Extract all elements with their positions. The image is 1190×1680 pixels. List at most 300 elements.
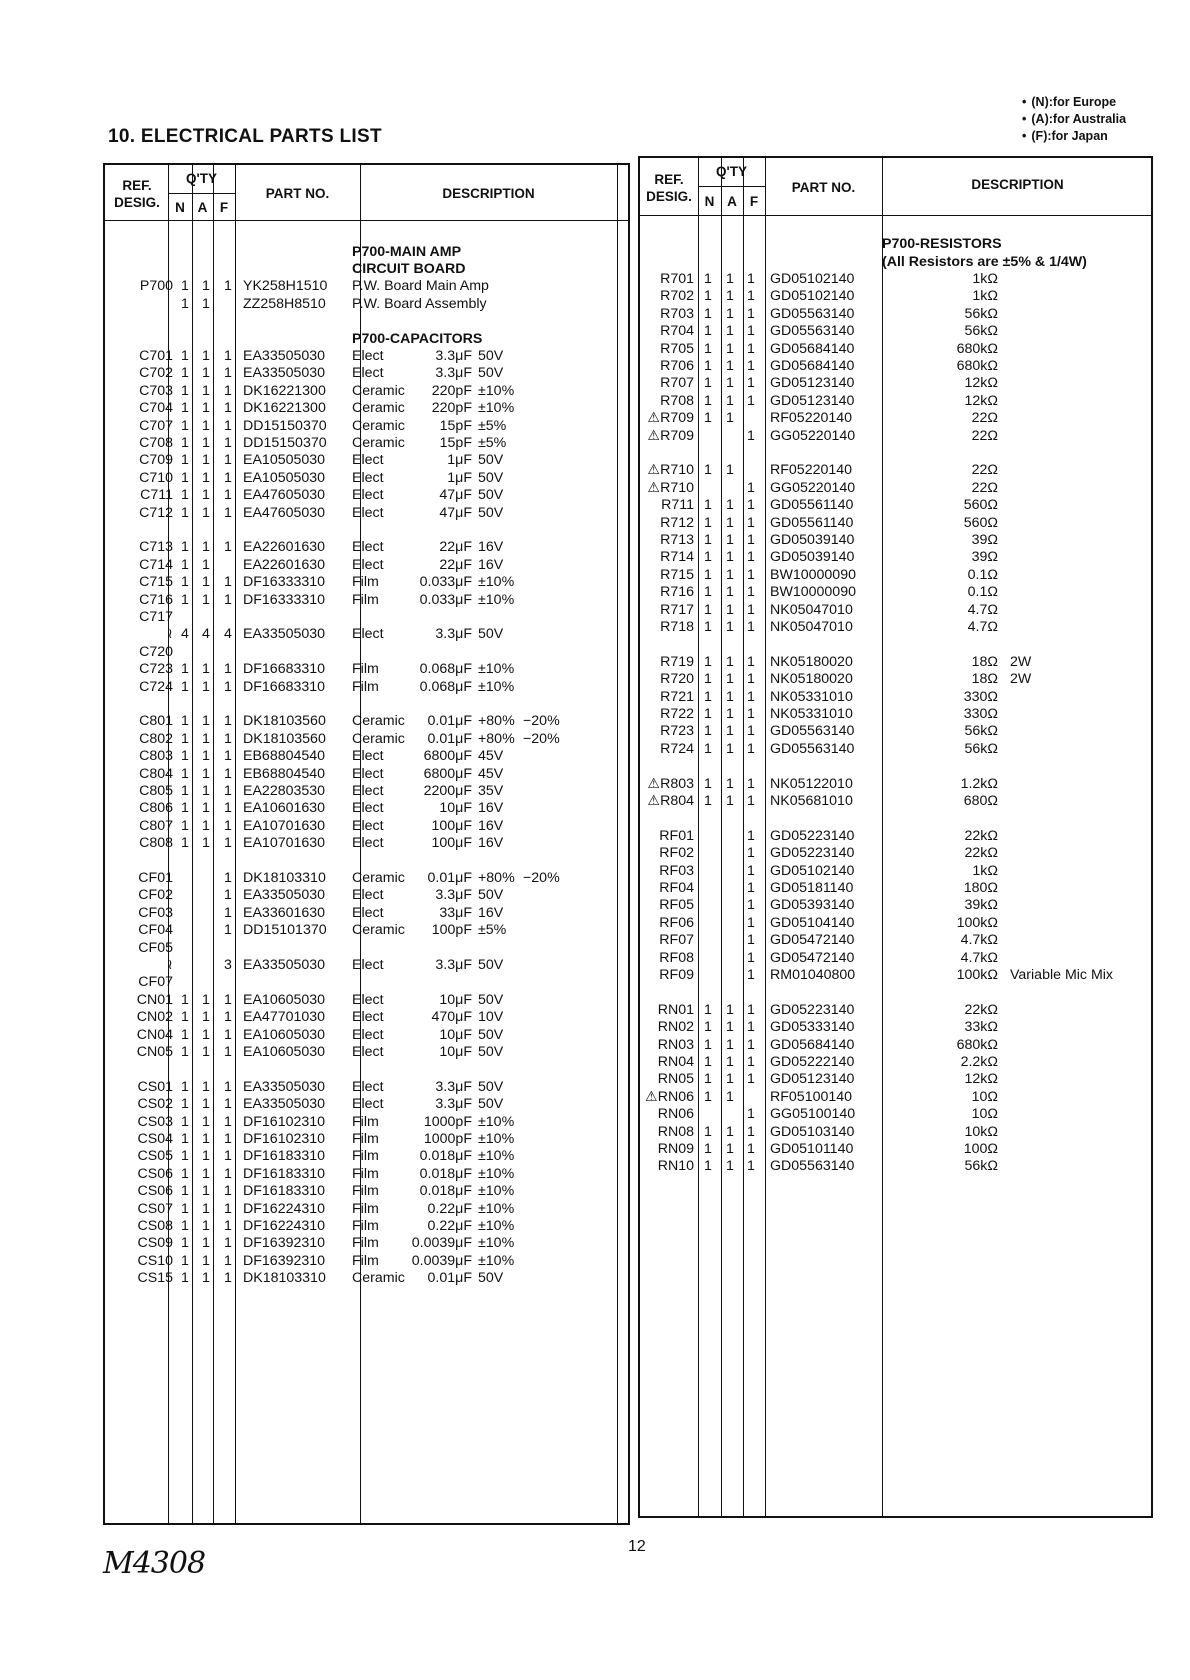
cell-n: 1: [704, 775, 712, 792]
cell-val: 4.7kΩ: [960, 932, 998, 949]
table-row: [105, 557, 628, 574]
cell-desc: Elect: [352, 452, 384, 469]
cell-val: 10μF: [439, 1044, 472, 1060]
cell-n: 1: [181, 452, 189, 469]
cell-val: 6800μF: [423, 765, 472, 782]
cell-ref: CN04: [136, 1026, 173, 1043]
cell-n: 1: [704, 723, 712, 740]
cell-a: 1: [202, 748, 210, 765]
cell-n: 1: [181, 1165, 189, 1182]
cell-n: 1: [704, 566, 712, 583]
cell-val: 1000pF: [423, 1113, 472, 1130]
cell-a: 1: [202, 417, 210, 434]
cell-val: 220pF: [431, 400, 472, 417]
cell-f: 1: [747, 897, 755, 914]
cell-a: 1: [202, 591, 210, 608]
cell-f: 1: [747, 723, 755, 740]
cell-f: 1: [747, 375, 755, 392]
cell-f: 1: [747, 358, 755, 374]
cell-ref: C808: [139, 835, 173, 852]
cell-f: 1: [747, 340, 755, 357]
cell-part: DD15150370: [243, 417, 327, 434]
cell-f: 1: [224, 1252, 232, 1269]
cell-a: 1: [726, 671, 734, 688]
cell-a: 1: [726, 514, 734, 531]
cell-ref: RF09: [659, 967, 694, 983]
cell-a: 1: [726, 1036, 734, 1053]
cell-ref: CF02: [138, 887, 173, 904]
cell-ref: R703: [660, 305, 694, 322]
table-row: [105, 539, 628, 556]
cell-ref: ⚠R710: [647, 462, 694, 479]
resistors-table: [638, 156, 1153, 1518]
cell-part: DF16683310: [243, 661, 326, 678]
cell-rating: ±10%: [478, 574, 515, 591]
cell-ref: CF04: [138, 922, 173, 939]
cell-rating: 50V: [478, 991, 504, 1008]
cell-n: 1: [704, 271, 712, 287]
cell-val: 680Ω: [963, 793, 998, 809]
table-row: [640, 1019, 1151, 1036]
cell-ref: R721: [660, 688, 694, 705]
cell-val: 100Ω: [963, 1141, 998, 1157]
cell-ref: C803: [139, 748, 173, 765]
cell-f: 1: [747, 271, 755, 287]
cell-a: 1: [726, 584, 734, 601]
cell-n: 1: [181, 487, 189, 504]
cell-n: 1: [181, 1026, 189, 1043]
cell-n: 1: [181, 1200, 189, 1217]
cell-ref: CS07: [137, 1200, 173, 1217]
cell-part: EA33505030: [243, 1078, 326, 1095]
table-row: [105, 331, 628, 348]
cell-ref: ⚠RN06: [645, 1088, 694, 1105]
table-row: [105, 835, 628, 852]
cell-val: 0.018μF: [419, 1165, 472, 1182]
cell-f: 1: [747, 566, 755, 583]
cell-rating: 50V: [478, 1096, 504, 1113]
cell-n: 1: [181, 295, 189, 312]
cell-desc: Film: [352, 678, 379, 695]
cell-part: DF16102310: [243, 1131, 326, 1147]
cell-rating: 2W: [1010, 671, 1032, 688]
table-row: [105, 1166, 628, 1183]
cell-val: 1000pF: [423, 1131, 472, 1147]
cell-part: NK05122010: [770, 775, 853, 792]
cell-val: 10μF: [439, 991, 472, 1008]
cell-f: 1: [747, 1141, 755, 1157]
cell-a: 1: [202, 1096, 210, 1113]
cell-f: 1: [747, 914, 755, 931]
cell-rating: 16V: [478, 539, 504, 556]
cell-rating: 16V: [478, 904, 504, 921]
cell-a: 1: [202, 452, 210, 469]
cell-n: 1: [704, 358, 712, 374]
cell-part: GD05102140: [770, 862, 855, 879]
cell-f: 1: [224, 539, 232, 556]
table-row: [105, 1096, 628, 1113]
cell-a: 1: [202, 1183, 210, 1200]
cell-desc: Elect: [352, 783, 384, 799]
cell-a: 1: [726, 323, 734, 340]
cell-val: 47μF: [439, 487, 472, 504]
cell-ref: R719: [660, 653, 694, 670]
cell-ref: RF04: [659, 880, 694, 896]
cell-a: 1: [726, 1019, 734, 1036]
cell-f: 1: [747, 706, 755, 722]
cell-val: 15pF: [439, 417, 472, 434]
cell-n: 1: [704, 1019, 712, 1036]
cell-n: 1: [704, 462, 712, 479]
cell-part: DF16683310: [243, 678, 326, 695]
cell-part: GD05563140: [770, 323, 855, 340]
cell-ref: CS10: [137, 1252, 173, 1269]
cell-val: 2200μF: [423, 783, 472, 799]
cell-val: 680kΩ: [956, 340, 998, 357]
cell-f: 1: [224, 1200, 232, 1217]
cell-f: 1: [224, 504, 232, 521]
cell-ref: R724: [660, 740, 694, 757]
cell-n: 1: [704, 1054, 712, 1070]
table-row: [105, 592, 628, 609]
cell-f: 1: [747, 1123, 755, 1140]
cell-n: 1: [181, 278, 189, 295]
cell-val: 4.7Ω: [967, 601, 998, 618]
cell-f: 1: [747, 1001, 755, 1018]
cell-val: 56kΩ: [964, 1158, 998, 1175]
cell-val: 18Ω: [971, 671, 998, 688]
table-row: [640, 549, 1151, 566]
cell-rating: Variable Mic Mix: [1010, 967, 1114, 983]
header-qty: Q'TY: [186, 171, 217, 186]
cell-a: 1: [726, 566, 734, 583]
cell-ref: C701: [139, 348, 173, 364]
cell-a: 1: [726, 375, 734, 392]
table-row: [640, 428, 1151, 445]
cell-val: 100μF: [431, 835, 472, 852]
cell-rating: +80%: [478, 870, 515, 886]
table-row: [105, 992, 628, 1009]
cell-rating: ±10%: [478, 1252, 515, 1269]
cell-val: 1kΩ: [972, 271, 998, 287]
header-f: F: [219, 200, 229, 215]
cell-ref: ⚠R709: [647, 410, 694, 427]
cell-ref: R720: [660, 671, 694, 688]
cell-n: 1: [181, 1078, 189, 1095]
cell-val: 15pF: [439, 435, 472, 451]
cell-desc: Ceramic: [352, 870, 405, 886]
cell-a: 1: [202, 800, 210, 817]
table-row: [105, 487, 628, 504]
cell-a: 1: [726, 462, 734, 479]
cell-ref: CS08: [137, 1218, 173, 1234]
cell-a: 1: [726, 740, 734, 757]
cell-f: 1: [747, 949, 755, 966]
cell-ref: RF01: [659, 827, 694, 844]
cell-desc: Elect: [352, 887, 384, 904]
cell-val: 3.3μF: [435, 957, 472, 973]
cell-ref: R714: [660, 549, 694, 566]
cell-f: 1: [224, 435, 232, 451]
cell-a: 1: [726, 653, 734, 670]
table-row: [640, 776, 1151, 793]
cell-ref: C715: [139, 574, 173, 591]
cell-a: 1: [726, 288, 734, 305]
table-row: [640, 897, 1151, 914]
cell-rating: ±10%: [478, 661, 515, 678]
cell-rating: 2W: [1010, 653, 1032, 670]
cell-a: 1: [202, 556, 210, 573]
cell-part: GD05561140: [770, 497, 854, 514]
cell-desc: CIRCUIT BOARD: [352, 261, 466, 277]
cell-ref: ⚠R803: [647, 775, 694, 792]
cell-n: 1: [181, 765, 189, 782]
table-row: [105, 1114, 628, 1131]
cell-f: 1: [747, 1019, 755, 1036]
cell-val: 56kΩ: [964, 305, 998, 322]
cell-part: EA10601630: [243, 800, 326, 817]
legend-item-australia: • (A):for Australia: [1022, 111, 1126, 128]
cell-f: 1: [224, 730, 232, 747]
cell-rating: ±10%: [478, 1113, 515, 1130]
cell-ref: CS09: [137, 1235, 173, 1252]
cell-n: 1: [181, 835, 189, 852]
table-row: [105, 435, 628, 452]
cell-ref: RF02: [659, 845, 694, 862]
cell-n: 1: [704, 1001, 712, 1018]
cell-n: 1: [181, 678, 189, 695]
cell-val: 330Ω: [963, 688, 998, 705]
cell-val: 22kΩ: [964, 827, 998, 844]
table-row: [105, 278, 628, 295]
cell-part: GD05123140: [770, 375, 855, 392]
region-legend: [1022, 94, 1126, 145]
cell-ref: ⚠R710: [647, 479, 694, 496]
table-row: [640, 515, 1151, 532]
cell-a: 1: [726, 1158, 734, 1175]
table-row: [640, 828, 1151, 845]
cell-f: 1: [747, 479, 755, 496]
cell-val: 56kΩ: [964, 323, 998, 340]
cell-f: 4: [224, 626, 232, 643]
cell-a: 1: [202, 278, 210, 295]
table-row: [640, 1106, 1151, 1123]
table-row: [105, 922, 628, 939]
cell-ref: RF08: [659, 949, 694, 966]
cell-part: YK258H1510: [243, 278, 328, 295]
cell-n: 1: [704, 410, 712, 427]
cell-a: 1: [202, 1235, 210, 1252]
cell-val: 22μF: [439, 556, 472, 573]
cell-a: 1: [726, 305, 734, 322]
cell-part: GG05220140: [770, 427, 856, 444]
cell-part: EA10505030: [243, 469, 326, 486]
cell-n: 1: [704, 549, 712, 566]
cell-ref: C717: [139, 609, 173, 625]
cell-a: 1: [726, 1088, 734, 1105]
cell-a: 1: [202, 1044, 210, 1060]
table-row: [105, 940, 628, 957]
cell-ref: RN06: [657, 1106, 694, 1123]
cell-ref: C712: [139, 504, 173, 521]
table-row: [105, 1270, 628, 1287]
cell-desc: P.W. Board Main Amp: [352, 278, 489, 295]
cell-f: 1: [224, 1218, 232, 1234]
cell-desc: Elect: [352, 765, 384, 782]
cell-f: 1: [224, 922, 232, 939]
cell-f: 1: [224, 1235, 232, 1252]
cell-ref: RN02: [657, 1019, 694, 1036]
table-row: [640, 967, 1151, 984]
cell-f: 1: [747, 532, 755, 548]
cell-desc: Elect: [352, 1026, 384, 1043]
cell-desc: Film: [352, 574, 379, 591]
cell-desc: Elect: [352, 626, 384, 643]
capacitors-table: [103, 163, 630, 1525]
cell-part: DD15101370: [243, 922, 327, 939]
cell-ref: C714: [139, 556, 173, 573]
cell-desc: Film: [352, 1252, 379, 1269]
cell-n: 1: [181, 1096, 189, 1113]
table-row: [105, 731, 628, 748]
cell-val: 33μF: [439, 904, 472, 921]
cell-n: 1: [704, 706, 712, 722]
cell-rating: 50V: [478, 504, 504, 521]
cell-f: 1: [747, 967, 755, 983]
cell-n: 1: [181, 348, 189, 364]
cell-n: 1: [181, 783, 189, 799]
table-row: [640, 532, 1151, 549]
cell-part: RF05220140: [770, 410, 853, 427]
cell-ref: R708: [660, 392, 694, 409]
cell-part: EA10505030: [243, 452, 326, 469]
cell-a: 1: [202, 1200, 210, 1217]
cell-f: 1: [224, 1270, 232, 1287]
cell-part: GD05472140: [770, 949, 855, 966]
cell-a: 1: [202, 1113, 210, 1130]
cell-part: DF16183310: [243, 1148, 326, 1165]
table-row: [640, 271, 1151, 288]
cell-part: GD05103140: [770, 1123, 855, 1140]
cell-part: DK18103310: [243, 1270, 326, 1287]
cell-val: 56kΩ: [964, 740, 998, 757]
cell-val: 33kΩ: [964, 1019, 998, 1036]
table-row: [105, 505, 628, 522]
cell-ref: C804: [139, 765, 173, 782]
cell-ref: R702: [660, 288, 694, 305]
cell-f: 1: [224, 1044, 232, 1060]
cell-ref: R723: [660, 723, 694, 740]
cell-desc: Elect: [352, 504, 384, 521]
cell-val: 39Ω: [971, 549, 998, 566]
cell-part: GD05123140: [770, 392, 855, 409]
cell-desc: Elect: [352, 365, 384, 382]
cell-val: 0.0039μF: [411, 1235, 472, 1252]
cell-n: 1: [704, 671, 712, 688]
cell-ref: CN05: [136, 1044, 173, 1060]
cell-ref: C720: [139, 643, 173, 660]
cell-f: 1: [747, 688, 755, 705]
table-row: [105, 905, 628, 922]
cell-f: 3: [224, 957, 232, 973]
cell-n: 1: [181, 591, 189, 608]
cell-part: EA33601630: [243, 904, 326, 921]
cell-part: EA10701630: [243, 835, 326, 852]
cell-f: 1: [747, 880, 755, 896]
cell-n: 1: [181, 556, 189, 573]
cell-f: 1: [747, 584, 755, 601]
cell-n: 4: [181, 626, 189, 643]
cell-ref: CS06: [137, 1183, 173, 1200]
cell-val: 47μF: [439, 504, 472, 521]
cell-part: BW10000090: [770, 584, 856, 601]
cell-rating: ±10%: [478, 591, 515, 608]
table-row: [105, 661, 628, 678]
cell-n: 1: [181, 748, 189, 765]
cell-extra: −20%: [523, 730, 560, 747]
cell-rating: 50V: [478, 1270, 504, 1287]
cell-part: DF16183310: [243, 1165, 326, 1182]
cell-a: 1: [202, 295, 210, 312]
cell-desc: Elect: [352, 835, 384, 852]
cell-desc: Elect: [352, 487, 384, 504]
cell-rating: 50V: [478, 1078, 504, 1095]
cell-ref: C709: [139, 452, 173, 469]
table-row: [640, 915, 1151, 932]
cell-val: 0.018μF: [419, 1148, 472, 1165]
cell-val: 22Ω: [971, 462, 998, 479]
cell-desc: P700-CAPACITORS: [352, 330, 483, 347]
cell-part: GD05123140: [770, 1071, 855, 1088]
cell-f: 1: [224, 765, 232, 782]
table-row: [640, 932, 1151, 949]
cell-ref: R707: [660, 375, 694, 392]
table-row: [640, 236, 1151, 253]
cell-ref: C703: [139, 382, 173, 399]
cell-f: 1: [747, 827, 755, 844]
cell-f: 1: [747, 775, 755, 792]
cell-ref: ≀: [167, 626, 173, 643]
cell-val: 39kΩ: [964, 897, 998, 914]
cell-val: 10Ω: [971, 1088, 998, 1105]
cell-val: 22μF: [439, 539, 472, 556]
header-n: N: [704, 194, 715, 209]
cell-n: 1: [704, 584, 712, 601]
cell-part: EA10605030: [243, 1026, 326, 1043]
cell-f: 1: [747, 740, 755, 757]
cell-part: GG05220140: [770, 479, 856, 496]
cell-a: 1: [202, 783, 210, 799]
cell-n: 1: [181, 1218, 189, 1234]
cell-f: 1: [224, 661, 232, 678]
cell-part: GD05333140: [770, 1019, 855, 1036]
cell-a: 1: [202, 1148, 210, 1165]
cell-f: 1: [224, 678, 232, 695]
cell-ref: RN03: [657, 1036, 694, 1053]
cell-part: GD05101140: [770, 1141, 854, 1157]
cell-part: GD05039140: [770, 532, 855, 548]
cell-ref: ≀: [167, 957, 173, 973]
cell-val: 680kΩ: [956, 1036, 998, 1053]
cell-f: 1: [747, 1071, 755, 1088]
table-row: [640, 1141, 1151, 1158]
table-row: [105, 452, 628, 469]
table-row: [105, 1218, 628, 1235]
cell-val: 12kΩ: [964, 1071, 998, 1088]
header-description: DESCRIPTION: [971, 177, 1064, 192]
table-row: [640, 254, 1151, 271]
cell-val: 0.068μF: [419, 661, 472, 678]
